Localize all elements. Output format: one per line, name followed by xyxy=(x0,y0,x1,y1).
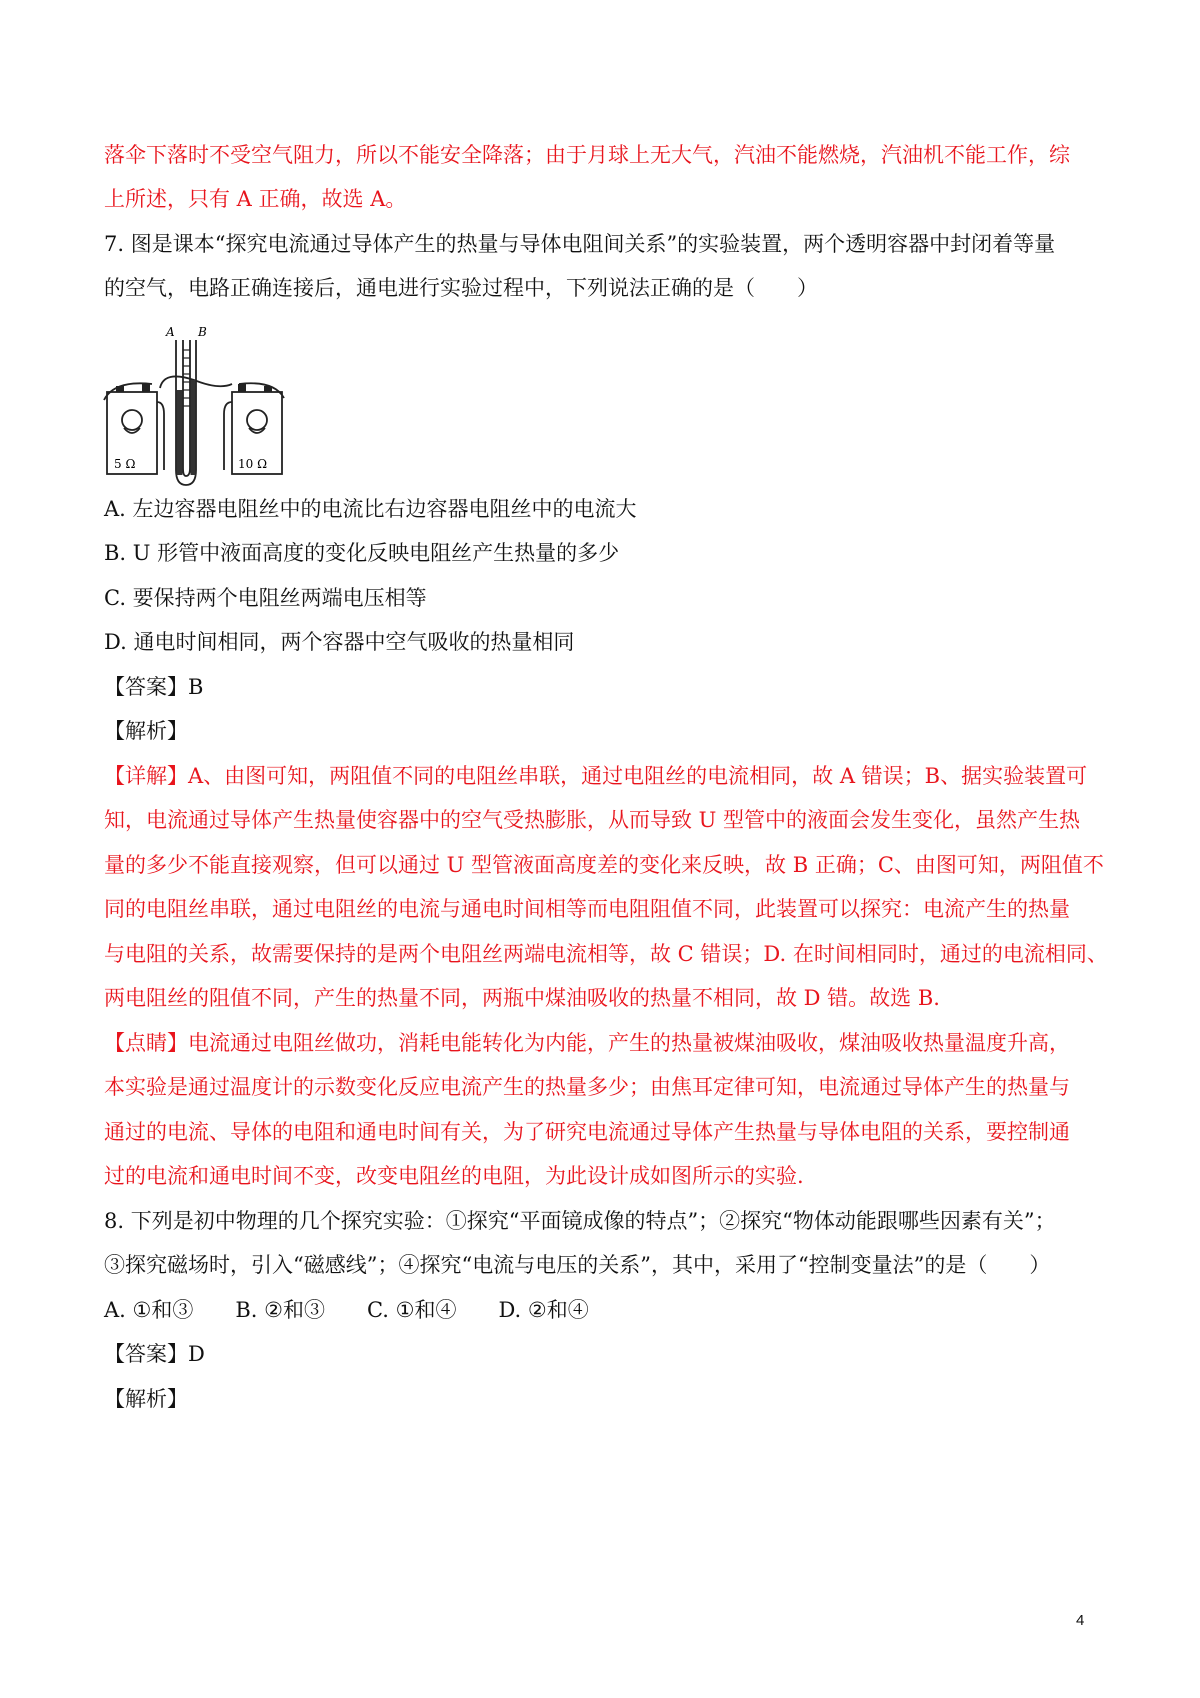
q7-answer: 【答案】B xyxy=(104,675,204,699)
left-liquid-column xyxy=(177,390,183,475)
q7-detail-line: 【详解】A、由图可知，两阻值不同的电阻丝串联，通过电阻丝的电流相同，故 A 错误；B、据实验装置可 xyxy=(104,764,1088,788)
q7-stem-line-1: 7. 图是课本“探究电流通过导体产生的热量与导体电阻间关系”的实验装置，两个透明容器中封闭着等量 xyxy=(104,232,1056,256)
prev-answer-line-1: 落伞下落时不受空气阻力，所以不能安全降落；由于月球上无大气，汽油不能燃烧，汽油机不能工作，综 xyxy=(104,143,1070,167)
q8-analysis-heading: 【解析】 xyxy=(104,1387,188,1411)
left-terminal xyxy=(142,384,150,392)
q7-detail-line: 同的电阻丝串联，通过电阻丝的电流与通电时间相等而电阻阻值不同，此装置可以探究：电流产生的热量 xyxy=(104,897,1070,921)
right-resistor-coil xyxy=(247,410,267,430)
left-resistor-coil xyxy=(122,410,142,430)
q7-point-line: 本实验是通过温度计的示数变化反应电流产生的热量多少；由焦耳定律可知，电流通过导体产生的热量与 xyxy=(104,1075,1070,1099)
u-tube-inner xyxy=(183,340,190,476)
right-terminal xyxy=(238,384,246,392)
left-terminal-2 xyxy=(116,386,124,392)
right-liquid-column xyxy=(191,380,196,475)
right-air-tube xyxy=(224,402,232,470)
tube-label-b: B xyxy=(198,325,207,339)
q7-option-a: A. 左边容器电阻丝中的电流比右边容器电阻丝中的电流大 xyxy=(104,497,637,521)
q8-stem-line-2: ③探究磁场时，引入“磁感线”；④探究“电流与电压的关系”，其中，采用了“控制变量法”的是（ ） xyxy=(104,1253,1051,1277)
experiment-apparatus-figure xyxy=(104,325,294,490)
right-resistor-label: 10 Ω xyxy=(238,457,268,471)
q7-detail-line: 两电阻丝的阻值不同，产生的热量不同，两瓶中煤油吸收的热量不相同，故 D 错。故选 B. xyxy=(104,986,940,1010)
q7-detail-line: 知，电流通过导体产生热量使容器中的空气受热膨胀，从而导致 U 型管中的液面会发生变化，虽然产生热 xyxy=(104,808,1081,832)
q7-point-line: 通过的电流、导体的电阻和通电时间有关，为了研究电流通过导体产生热量与导体电阻的关系，要控制通 xyxy=(104,1120,1070,1144)
q7-analysis-heading: 【解析】 xyxy=(104,719,188,743)
left-resistor-label: 5 Ω xyxy=(114,457,136,471)
prev-answer-line-2: 上所述，只有 A 正确，故选 A。 xyxy=(104,187,407,211)
page-number: 4 xyxy=(1076,1612,1085,1629)
q7-detail-line: 量的多少不能直接观察，但可以通过 U 型管液面高度差的变化来反映，故 B 正确；C、由图可知，两阻值不 xyxy=(104,853,1104,877)
q7-detail-line: 与电阻的关系，故需要保持的是两个电阻丝两端电流相等，故 C 错误；D. 在时间相同时，通过的电流相同、 xyxy=(104,942,1108,966)
q8-options: A. ①和③ B. ②和③ C. ①和④ D. ②和④ xyxy=(104,1298,589,1322)
q7-point-line: 过的电流和通电时间不变，改变电阻丝的电阻，为此设计成如图所示的实验. xyxy=(104,1164,804,1188)
q8-answer: 【答案】D xyxy=(104,1342,205,1366)
q7-option-b: B. U 形管中液面高度的变化反映电阻丝产生热量的多少 xyxy=(104,541,620,565)
right-terminal-2 xyxy=(264,386,272,392)
q7-point-line: 【点睛】电流通过电阻丝做功，消耗电能转化为内能，产生的热量被煤油吸收，煤油吸收热量温度升高， xyxy=(104,1031,1070,1055)
q7-option-c: C. 要保持两个电阻丝两端电压相等 xyxy=(104,586,427,610)
q7-stem-line-2: 的空气，电路正确连接后，通电进行实验过程中，下列说法正确的是（ ） xyxy=(104,276,818,300)
q7-option-d: D. 通电时间相同，两个容器中空气吸收的热量相同 xyxy=(104,630,575,654)
tube-label-a: A xyxy=(166,325,175,339)
q8-stem-line-1: 8. 下列是初中物理的几个探究实验：①探究“平面镜成像的特点”；②探究“物体动能跟哪些因素有关”； xyxy=(104,1209,1056,1233)
left-air-tube xyxy=(157,402,164,470)
